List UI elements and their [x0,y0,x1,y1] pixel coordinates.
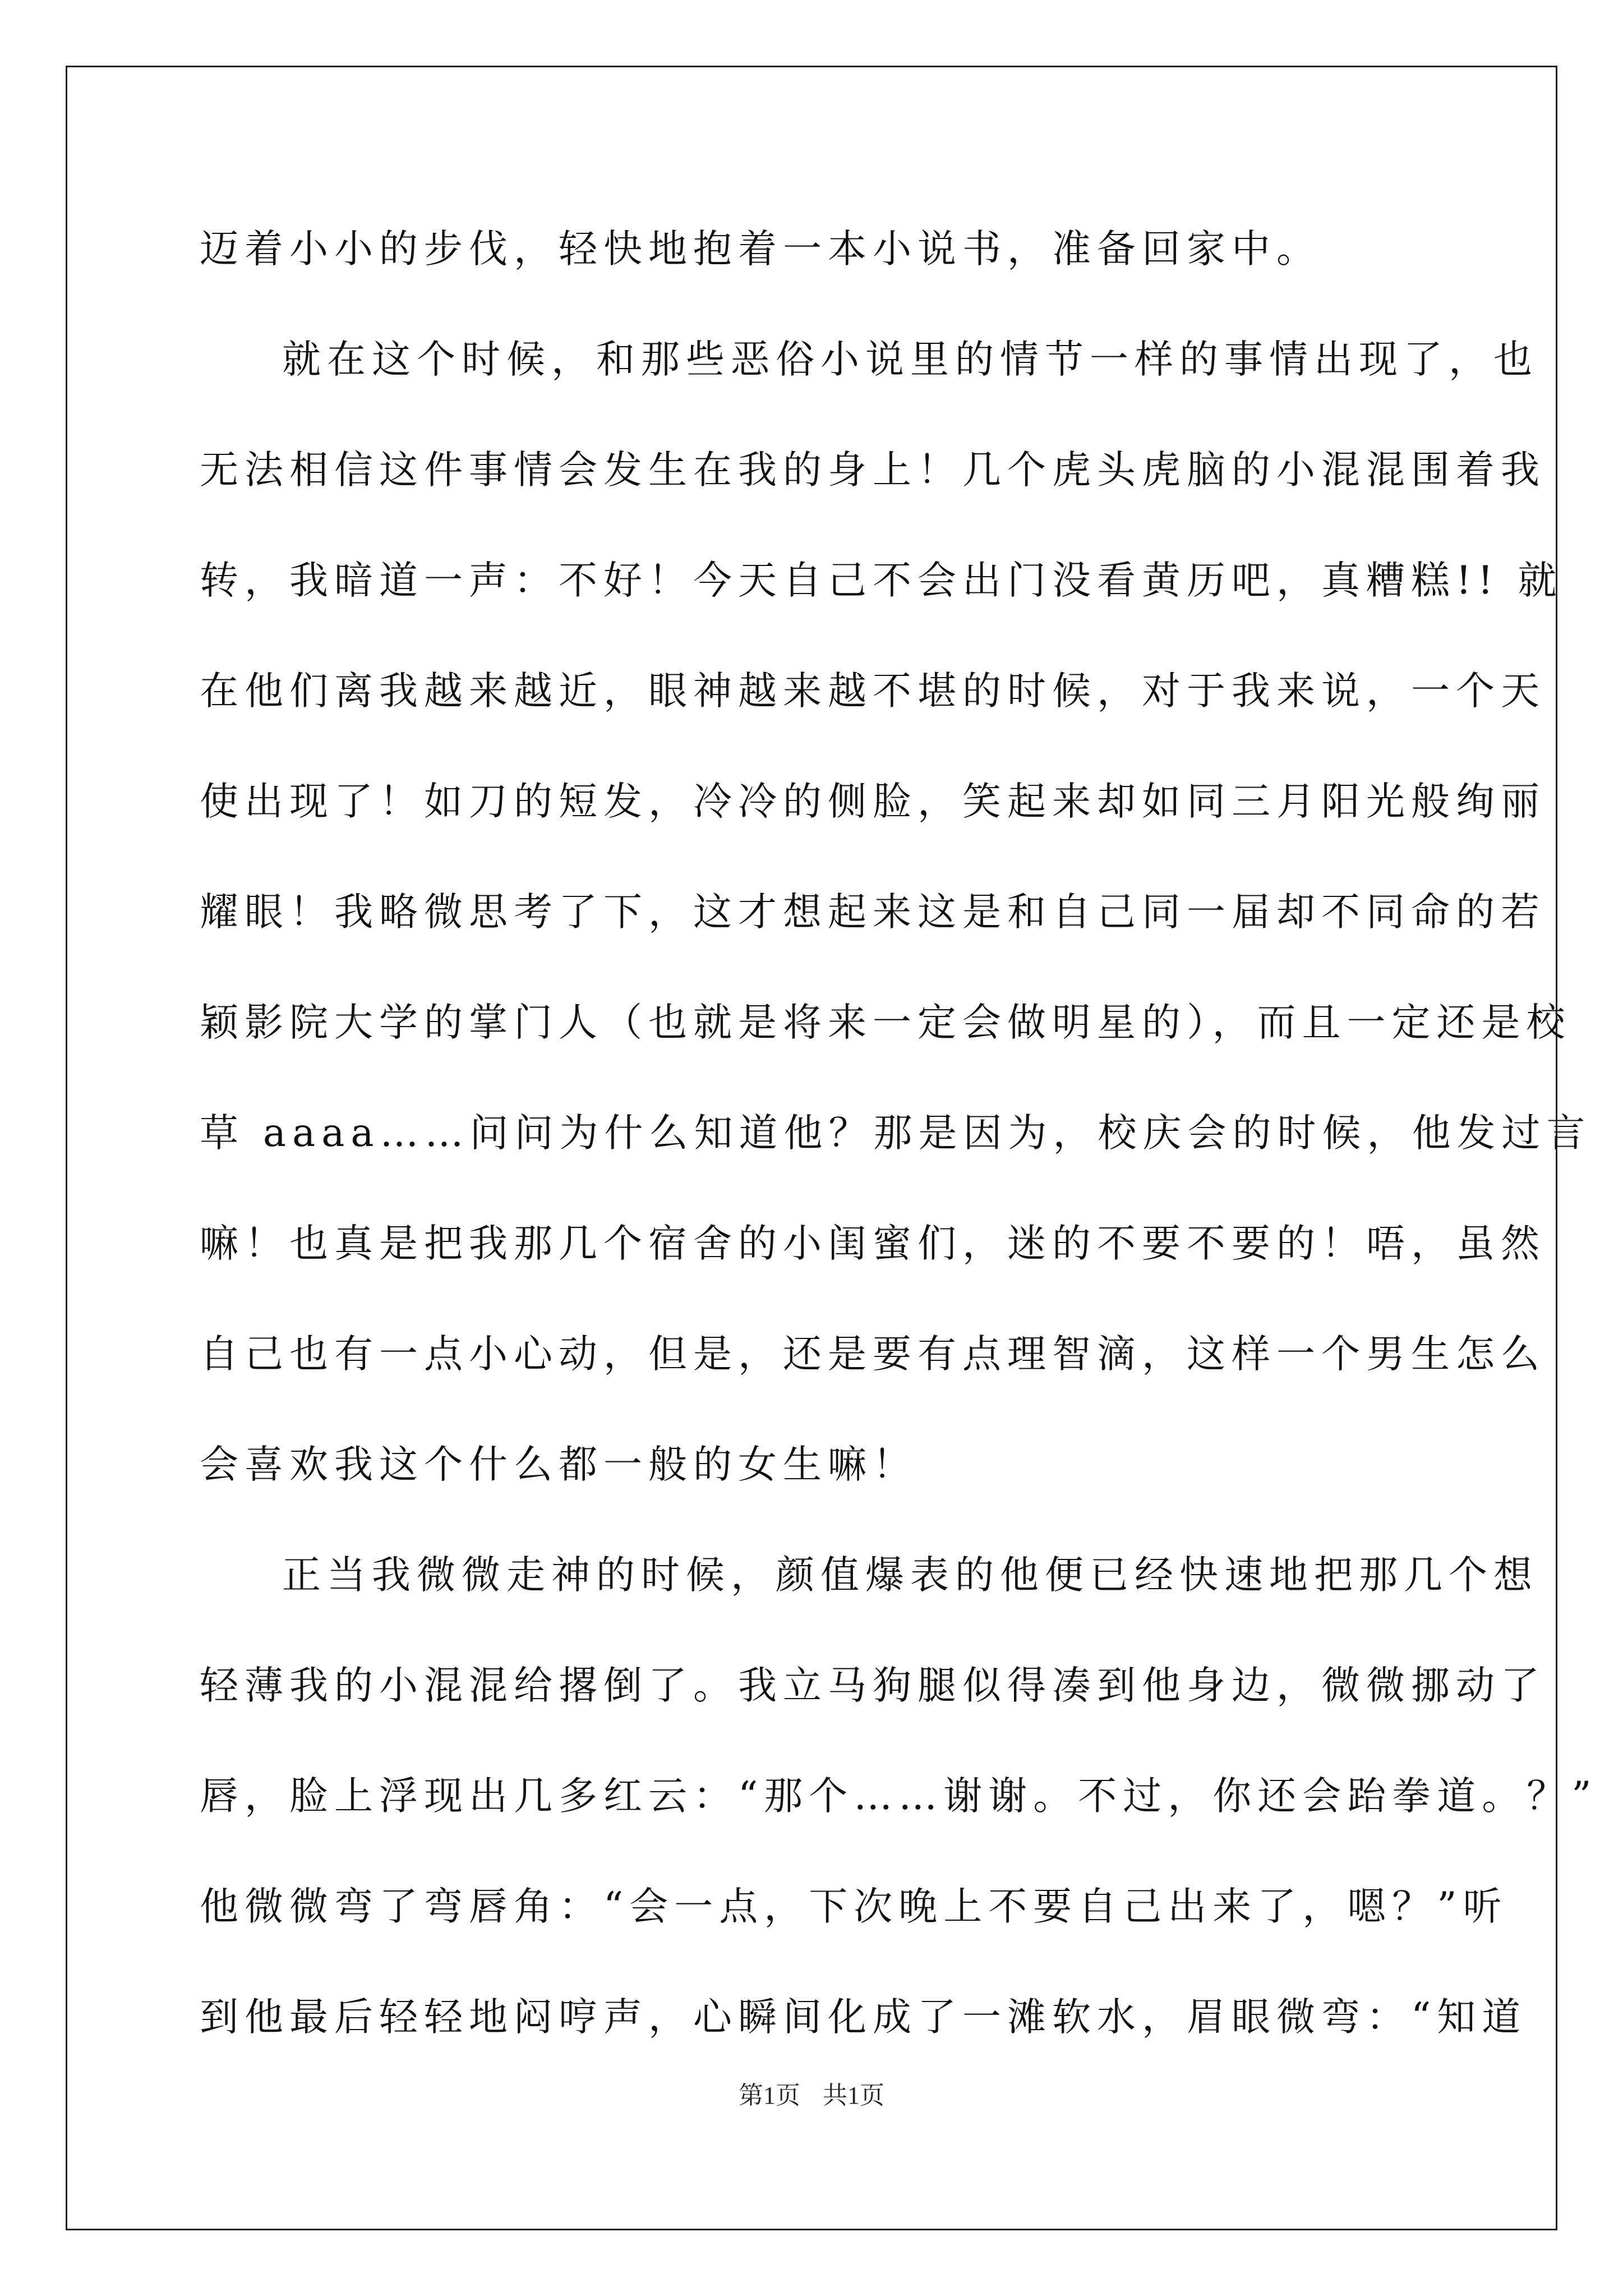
text-line: 使出现了！如刀的短发，冷冷的侧脸，笑起来却如同三月阳光般绚丽 [200,779,1546,824]
page-number: 第1页 [739,2082,800,2109]
page-footer [0,2080,1623,2111]
paragraph-start-line: 正当我微微走神的时候，颜值爆表的他便已经快速地把那几个想 [282,1553,1538,1598]
text-line: 转，我暗道一声：不好！今天自己不会出门没看黄历吧，真糟糕!! 就 [200,558,1563,603]
paragraph-start-line: 就在这个时候，和那些恶俗小说里的情节一样的事情出现了，也 [282,337,1538,382]
text-line: 嘛！也真是把我那几个宿舍的小闺蜜们，迷的不要不要的！唔，虽然 [200,1221,1546,1266]
page-total: 共1页 [823,2082,884,2109]
text-line: 轻薄我的小混混给撂倒了。我立马狗腿似得凑到他身边，微微挪动了 [200,1663,1546,1708]
text-line: 草 aaaa……问问为什么知道他？那是因为，校庆会的时候，他发过言 [200,1111,1592,1156]
text-line: 自己也有一点小心动，但是，还是要有点理智滴，这样一个男生怎么 [200,1332,1546,1377]
text-line: 耀眼！我略微思考了下，这才想起来这是和自己同一届却不同命的若 [200,890,1546,935]
text-line: 迈着小小的步伐，轻快地抱着一本小说书，准备回家中。 [200,227,1321,272]
text-line: 颖影院大学的掌门人（也就是将来一定会做明星的），而且一定还是校 [200,1000,1571,1045]
text-line: 会喜欢我这个什么都一般的女生嘛！ [200,1442,917,1487]
text-line: 在他们离我越来越近，眼神越来越不堪的时候，对于我来说，一个天 [200,669,1546,714]
text-line: 唇，脸上浮现出几多红云：“那个……谢谢。不过，你还会跆拳道。？” [200,1774,1598,1819]
text-line: 他微微弯了弯唇角：“会一点，下次晚上不要自己出来了，嗯？”听 [200,1884,1508,1929]
text-line: 无法相信这件事情会发生在我的身上！几个虎头虎脑的小混混围着我 [200,448,1546,493]
text-line: 到他最后轻轻地闷哼声，心瞬间化成了一滩软水，眉眼微弯：“知道 [200,1995,1527,2040]
